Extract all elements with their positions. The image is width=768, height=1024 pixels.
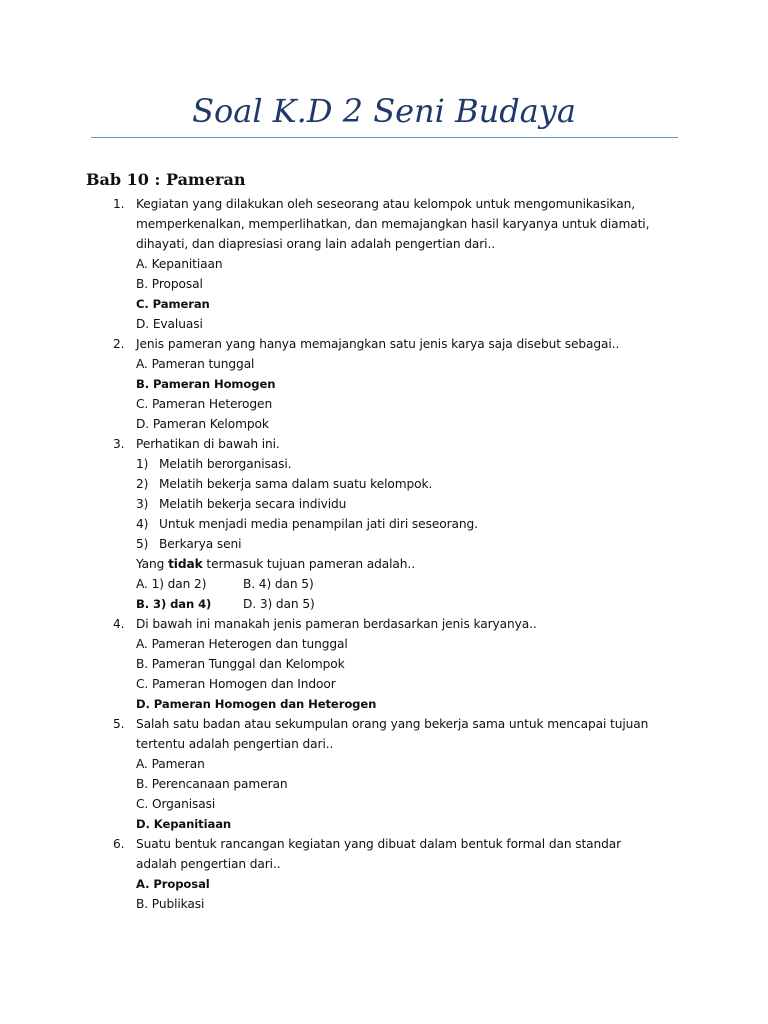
option-b: B. Pameran Tunggal dan Kelompok — [136, 657, 345, 671]
option-b: B. Proposal — [136, 277, 203, 291]
prompt-start: Yang — [136, 557, 169, 571]
question-2 — [113, 334, 713, 434]
question-number: 4. — [113, 617, 125, 631]
question-4 — [113, 614, 713, 714]
question-text: Perhatikan di bawah ini. — [136, 437, 280, 451]
statement-text: Untuk menjadi media penampilan jati diri seseorang. — [159, 517, 478, 531]
question-5 — [113, 714, 713, 834]
statement-text: Melatih bekerja secara individu — [159, 497, 347, 511]
question-1 — [113, 194, 713, 334]
statement-number: 3) — [136, 497, 149, 511]
option-correct: B. 3) dan 4) — [136, 597, 212, 611]
option-b: B. 4) dan 5) — [243, 577, 314, 591]
option-a: A. Pameran — [136, 757, 205, 771]
option-c: C. Organisasi — [136, 797, 216, 811]
statement-text: Berkarya seni — [159, 537, 242, 551]
option-b: B. Publikasi — [136, 897, 205, 911]
option-row — [113, 594, 713, 614]
statement-number: 5) — [136, 537, 149, 551]
statement-number: 2) — [136, 477, 149, 491]
title-divider — [91, 137, 678, 138]
question-prompt — [113, 554, 713, 574]
option-d: D. 3) dan 5) — [243, 597, 315, 611]
option-d: D. Pameran Kelompok — [136, 417, 269, 431]
question-number: 3. — [113, 437, 125, 451]
chapter-heading: Bab 10 : Pameran — [86, 170, 246, 189]
question-text: Jenis pameran yang hanya memajangkan satu jenis karya saja disebut sebagai.. — [136, 337, 620, 351]
option-c: C. Pameran Homogen dan Indoor — [136, 677, 336, 691]
prompt-emphasis: tidak — [168, 557, 203, 571]
option-c-correct: C. Pameran — [136, 297, 210, 311]
option-row — [113, 574, 713, 594]
option-c: C. Pameran Heterogen — [136, 397, 273, 411]
option-d-correct: D. Kepanitiaan — [136, 817, 232, 831]
question-number: 1. — [113, 197, 125, 211]
option-a: A. Pameran tunggal — [136, 357, 255, 371]
statement-text: Melatih bekerja sama dalam suatu kelompok. — [159, 477, 433, 491]
option-a: A. Kepanitiaan — [136, 257, 223, 271]
statement-item — [113, 454, 713, 474]
question-list — [113, 194, 713, 914]
statement-number: 1) — [136, 457, 149, 471]
prompt-end: termasuk tujuan pameran adalah.. — [202, 557, 415, 571]
question-6 — [113, 834, 713, 914]
option-a: A. Pameran Heterogen dan tunggal — [136, 637, 348, 651]
option-d: D. Evaluasi — [136, 317, 203, 331]
statement-item — [113, 474, 713, 494]
statement-text: Melatih berorganisasi. — [159, 457, 292, 471]
option-a: A. 1) dan 2) — [136, 577, 207, 591]
option-a-correct: A. Proposal — [136, 877, 210, 891]
statement-item — [113, 534, 713, 554]
question-number: 5. — [113, 717, 125, 731]
question-3 — [113, 434, 713, 614]
option-b: B. Perencanaan pameran — [136, 777, 288, 791]
question-text: Salah satu badan atau sekumpulan orang yang bekerja sama untuk mencapai tujuan tertentu adalah pengertian dari.. — [136, 717, 649, 751]
question-number: 2. — [113, 337, 125, 351]
option-d-correct: D. Pameran Homogen dan Heterogen — [136, 697, 377, 711]
statement-item — [113, 494, 713, 514]
question-text: Suatu bentuk rancangan kegiatan yang dibuat dalam bentuk formal dan standar adalah pengertian dari.. — [136, 837, 622, 871]
option-b-correct: B. Pameran Homogen — [136, 377, 276, 391]
question-text: Di bawah ini manakah jenis pameran berdasarkan jenis karyanya.. — [136, 617, 537, 631]
document-title: Soal K.D 2 Seni Budaya — [192, 92, 576, 130]
question-text: Kegiatan yang dilakukan oleh seseorang atau kelompok untuk mengomunikasikan, memperkenalkan, memperlihatkan, dan memajangkan hasil karyanya untuk diamati, dihayati, dan diapresiasi orang lain adalah pengertian dari.. — [136, 197, 650, 251]
question-number: 6. — [113, 837, 125, 851]
statement-item — [113, 514, 713, 534]
statement-number: 4) — [136, 517, 149, 531]
